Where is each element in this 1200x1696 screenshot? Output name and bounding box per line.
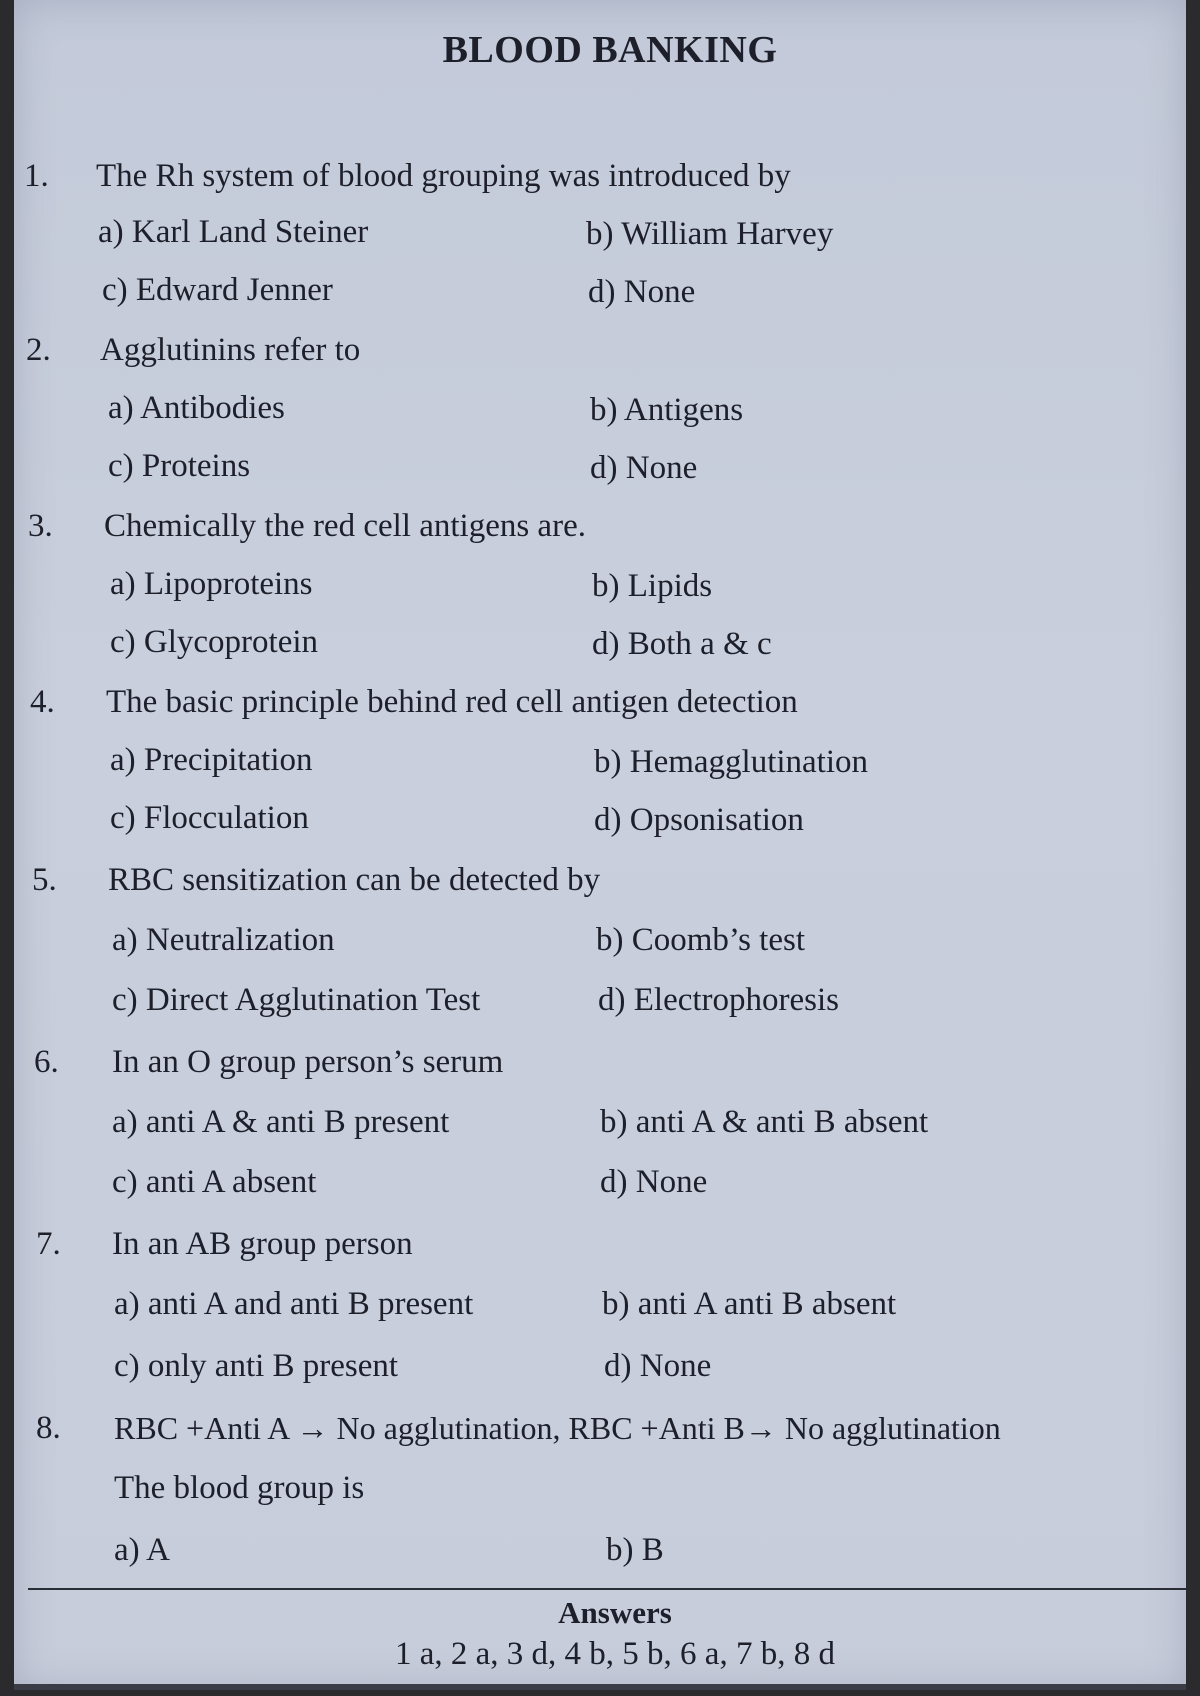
question-4-option-d: d) Opsonisation (594, 802, 804, 838)
document-page (14, 0, 1186, 1690)
question-3-option-b: b) Lipids (592, 568, 713, 604)
question-4-option-b: b) Hemagglutination (594, 744, 869, 780)
question-5-option-a: a) Neutralization (112, 922, 335, 958)
page-bottom-edge (14, 1684, 1186, 1690)
answers-divider (28, 1588, 1186, 1590)
question-7-option-d: d) None (604, 1348, 712, 1384)
question-3-option-c: c) Glycoprotein (110, 624, 319, 660)
question-2-option-d: d) None (590, 450, 698, 486)
question-6-option-b: b) anti A & anti B absent (600, 1104, 929, 1140)
question-3-option-a: a) Lipoproteins (110, 566, 313, 602)
question-2-text: Agglutinins refer to (100, 332, 361, 368)
question-4-number: 4. (30, 684, 55, 720)
question-7-number: 7. (36, 1226, 61, 1262)
question-1-option-a: a) Karl Land Steiner (98, 214, 369, 250)
question-1-option-b: b) William Harvey (586, 216, 834, 252)
question-8-number: 8. (36, 1410, 61, 1446)
question-2-option-c: c) Proteins (108, 448, 251, 484)
question-8-option-a: a) A (114, 1532, 170, 1568)
question-1-option-d: d) None (588, 274, 696, 310)
question-1-option-c: c) Edward Jenner (102, 272, 333, 308)
question-8-subtext: The blood group is (114, 1470, 365, 1506)
question-5-option-c: c) Direct Agglutination Test (112, 982, 481, 1018)
answers-heading: Answers (558, 1595, 672, 1630)
question-5-option-b: b) Coomb’s test (596, 922, 806, 958)
question-1-number: 1. (24, 158, 49, 194)
question-3-option-d: d) Both a & c (592, 626, 772, 662)
question-8-option-b: b) B (606, 1532, 664, 1568)
question-2-number: 2. (26, 332, 51, 368)
question-7-option-c: c) only anti B present (114, 1348, 399, 1384)
question-3-text: Chemically the red cell antigens are. (104, 508, 586, 544)
question-3-number: 3. (28, 508, 53, 544)
question-6-option-d: d) None (600, 1164, 708, 1200)
question-2-option-b: b) Antigens (590, 392, 744, 428)
question-7-text: In an AB group person (112, 1226, 413, 1262)
question-5-number: 5. (32, 862, 57, 898)
question-6-text: In an O group person’s serum (112, 1044, 504, 1080)
question-6-number: 6. (34, 1044, 59, 1080)
question-2-option-a: a) Antibodies (108, 390, 285, 426)
answers-list: 1 a, 2 a, 3 d, 4 b, 5 b, 6 a, 7 b, 8 d (395, 1636, 835, 1672)
question-4-text: The basic principle behind red cell antigen detection (106, 684, 798, 720)
question-8-text: RBC +Anti A → No agglutination, RBC +Anti B→ No agglutination (114, 1410, 1001, 1446)
question-6-option-c: c) anti A absent (112, 1164, 317, 1200)
question-7-option-a: a) anti A and anti B present (114, 1286, 474, 1322)
question-4-option-a: a) Precipitation (110, 742, 313, 778)
question-1-text: The Rh system of blood grouping was introduced by (96, 158, 791, 194)
question-4-option-c: c) Flocculation (110, 800, 309, 836)
page-title: BLOOD BANKING (442, 29, 778, 71)
question-5-text: RBC sensitization can be detected by (108, 862, 601, 898)
question-5-option-d: d) Electrophoresis (598, 982, 840, 1018)
question-6-option-a: a) anti A & anti B present (112, 1104, 450, 1140)
question-7-option-b: b) anti A anti B absent (602, 1286, 897, 1322)
